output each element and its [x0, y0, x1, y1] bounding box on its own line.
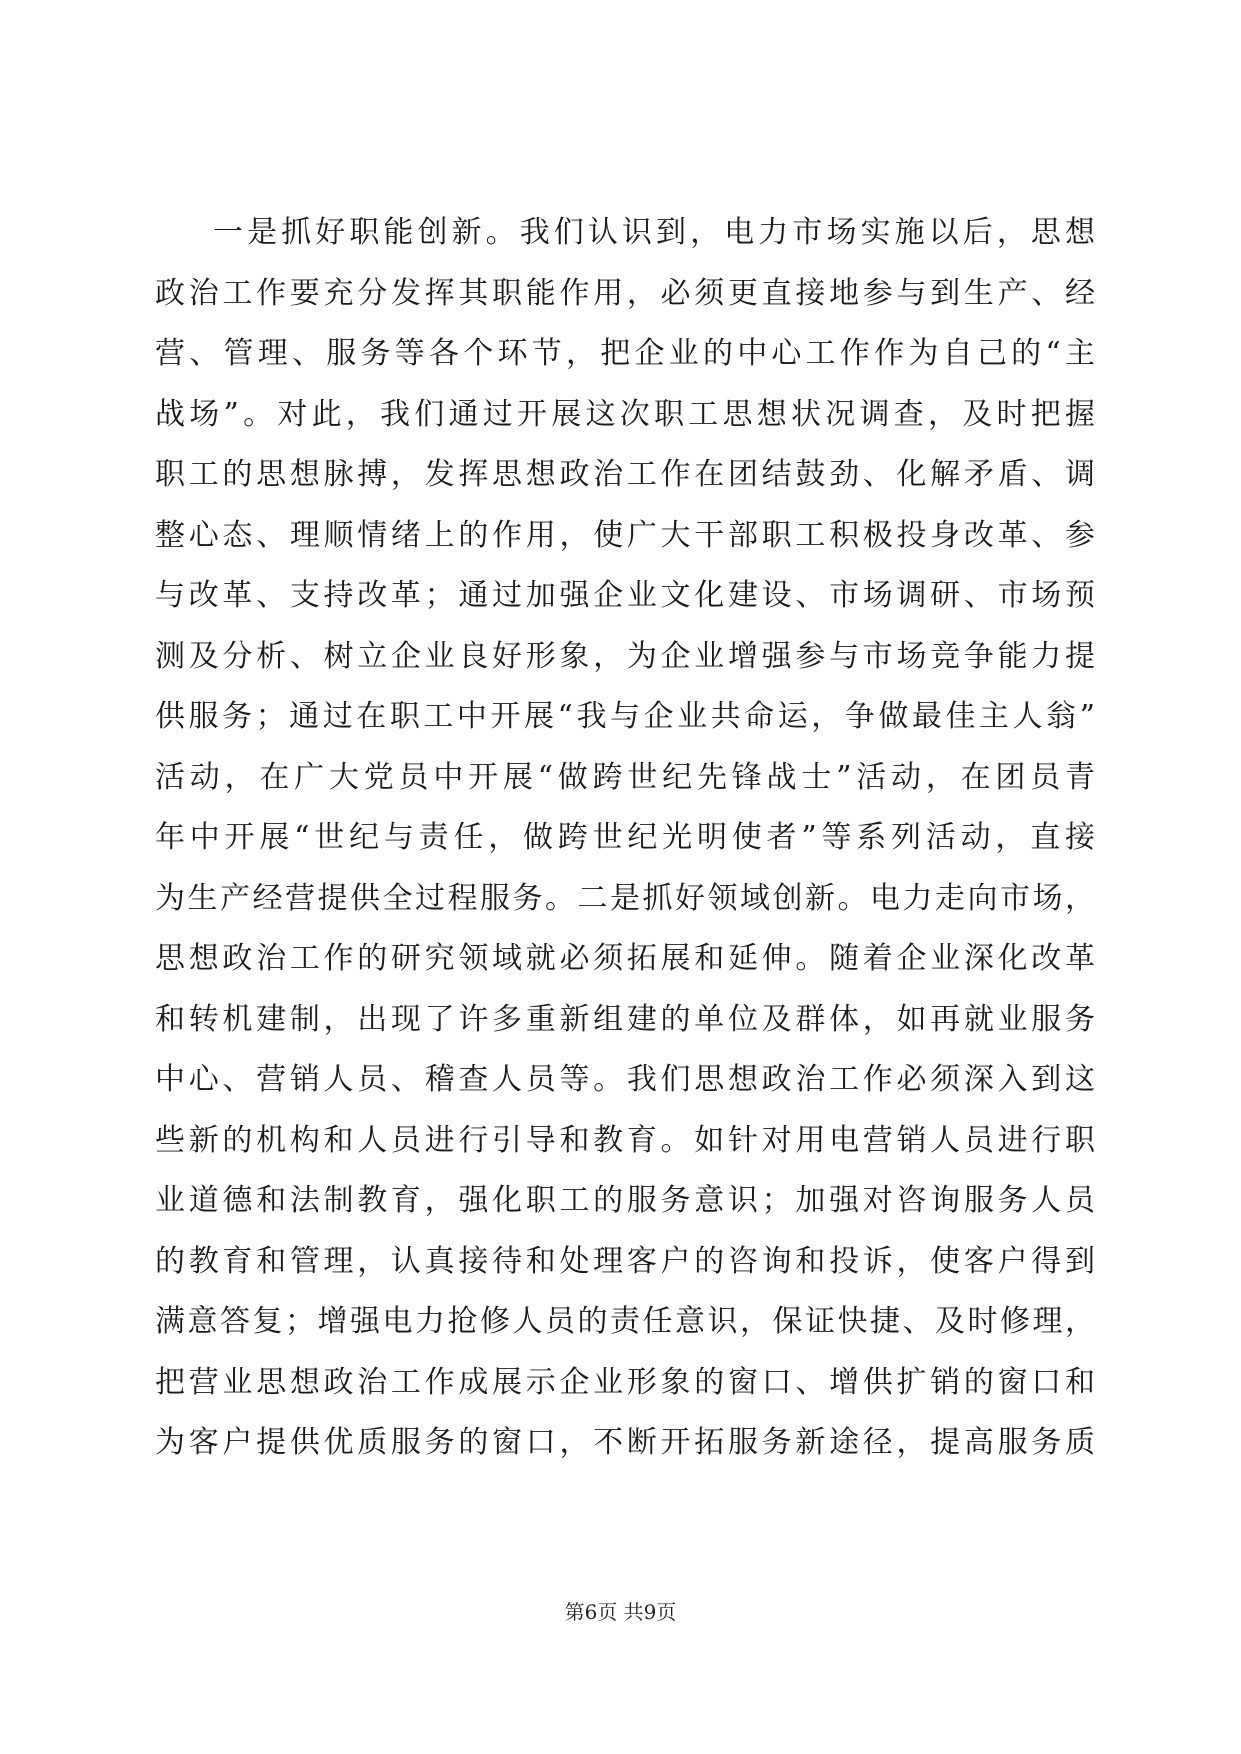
paragraph-line: 为生产经营提供全过程服务。二是抓好领域创新。电力走向市场，: [155, 880, 1095, 916]
paragraph-line: 整心态、理顺情绪上的作用，使广大干部职工积极投身改革、参: [155, 517, 1095, 553]
paragraph-line: 和转机建制，出现了许多重新组建的单位及群体，如再就业服务: [155, 1001, 1095, 1037]
paragraph-line: 一是抓好职能创新。我们认识到，电力市场实施以后，思想: [213, 215, 1095, 250]
paragraph-line: 中心、营销人员、稽查人员等。我们思想政治工作必须深入到这: [155, 1062, 1095, 1097]
paragraph-line: 测及分析、树立企业良好形象，为企业增强参与市场竞争能力提: [155, 638, 1095, 674]
paragraph-line: 营、管理、服务等各个环节，把企业的中心工作作为自己的“主: [155, 336, 1095, 371]
paragraph-line: 与改革、支持改革；通过加强企业文化建设、市场调研、市场预: [155, 578, 1095, 613]
paragraph-line: 年中开展“世纪与责任，做跨世纪光明使者”等系列活动，直接: [155, 820, 1095, 855]
paragraph-line: 政治工作要充分发挥其职能作用，必须更直接地参与到生产、经: [155, 275, 1095, 311]
paragraph-line: 业道德和法制教育，强化职工的服务意识；加强对咨询服务人员: [155, 1183, 1095, 1218]
paragraph-line: 供服务；通过在职工中开展“我与企业共命运，争做最佳主人翁”: [155, 699, 1095, 734]
paragraph-line: 职工的思想脉搏，发挥思想政治工作在团结鼓劲、化解矛盾、调: [155, 457, 1095, 492]
paragraph-line: 战场”。对此，我们通过开展这次职工思想状况调查，及时把握: [155, 396, 1095, 432]
paragraph-line: 思想政治工作的研究领域就必须拓展和延伸。随着企业深化改革: [155, 941, 1095, 976]
body-paragraph: [155, 203, 1095, 1474]
paragraph-line: 满意答复；增强电力抢修人员的责任意识，保证快捷、及时修理，: [155, 1304, 1095, 1339]
paragraph-line: 为客户提供优质服务的窗口，不断开拓服务新途径，提高服务质: [155, 1425, 1095, 1460]
paragraph-line: 的教育和管理，认真接待和处理客户的咨询和投诉，使客户得到: [155, 1243, 1095, 1279]
paragraph-line: 活动，在广大党员中开展“做跨世纪先锋战士”活动，在团员青: [155, 759, 1095, 795]
page-footer: 第6页 共9页: [564, 1600, 677, 1624]
paragraph-line: 些新的机构和人员进行引导和教育。如针对用电营销人员进行职: [155, 1122, 1095, 1158]
paragraph-line: 把营业思想政治工作成展示企业形象的窗口、增供扩销的窗口和: [155, 1364, 1095, 1400]
